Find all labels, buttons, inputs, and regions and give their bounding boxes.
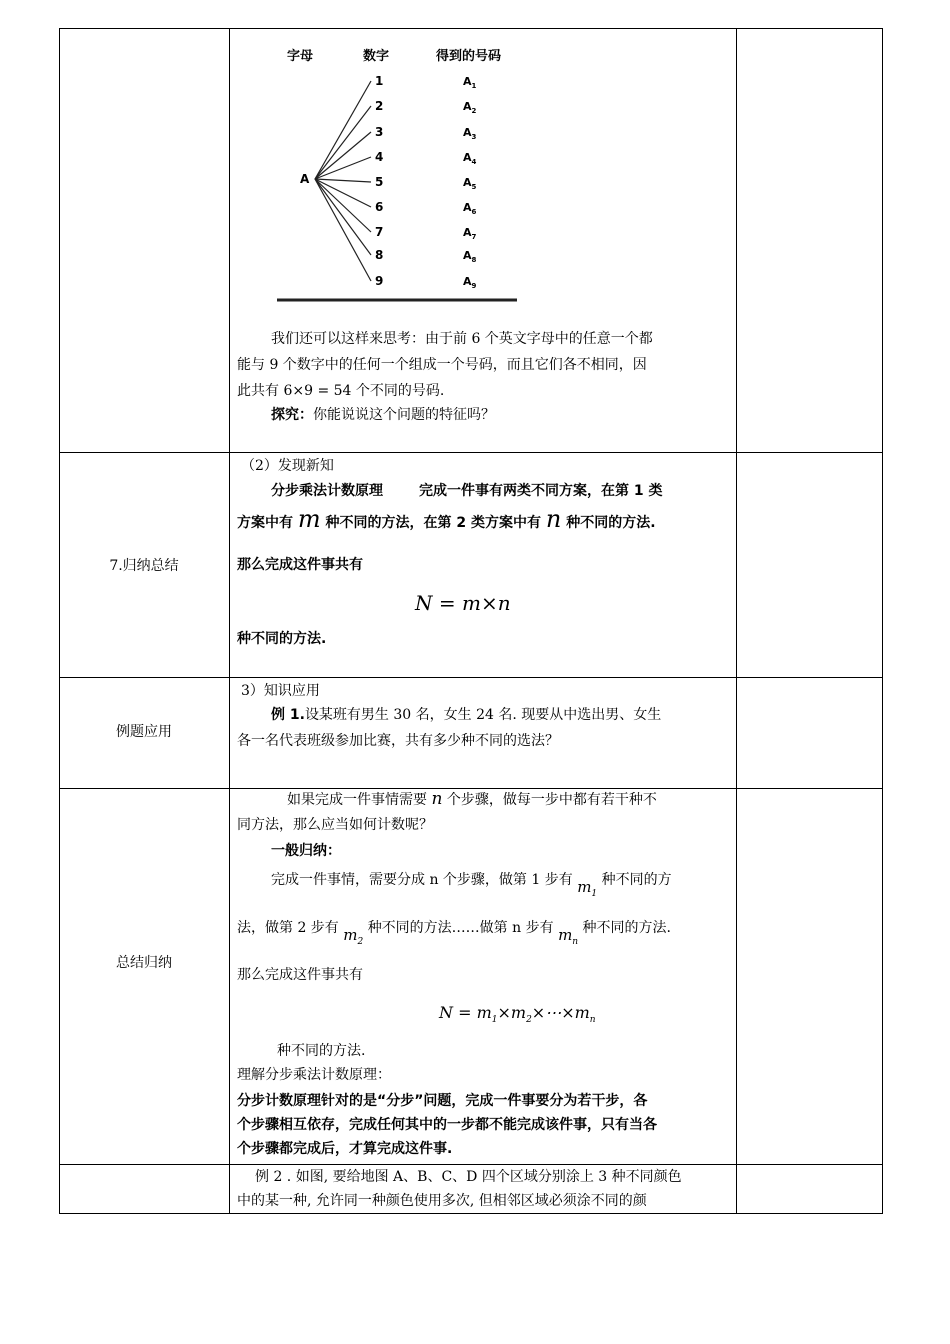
var-n: n — [545, 505, 562, 533]
lesson-table — [59, 28, 883, 1214]
tree-branch — [315, 81, 371, 179]
general-text: 法，做第 2 步有 — [237, 920, 339, 936]
code-label: $A_4$ — [463, 151, 477, 166]
principle-text: 种不同的方法. — [566, 515, 656, 531]
digit-label: 9 — [375, 274, 384, 288]
var-n: n — [431, 789, 443, 809]
digit-label: 2 — [375, 99, 384, 113]
code-label: $A_7$ — [463, 226, 477, 241]
bold-line: 分步计数原理针对的是“分步”问题，完成一件事要分为若干步，各 — [237, 1093, 648, 1109]
tree-branch — [315, 132, 371, 179]
table-border-right — [882, 28, 883, 1214]
principle-title: 分步乘法计数原理 — [271, 483, 383, 499]
principle-text: 完成一件事有两类不同方案，在第 1 类 — [419, 483, 663, 499]
row-divider — [59, 677, 883, 678]
code-label: $A_2$ — [463, 100, 477, 115]
tree-branch — [315, 179, 371, 255]
tree-branch — [315, 179, 371, 182]
digit-label: 7 — [375, 225, 384, 239]
code-label: $A_6$ — [463, 201, 477, 216]
question-text: 个步骤，做每一步中都有若干种不 — [446, 792, 657, 808]
code-label: $A_3$ — [463, 126, 477, 141]
example-label: 例 1. — [271, 707, 305, 723]
paragraph-line: 此共有 6×9 = 54 个不同的号码. — [237, 383, 445, 399]
question-text: 如果完成一件事情需要 — [287, 792, 427, 808]
general-text: 种不同的方 — [601, 872, 672, 888]
digit-label: 8 — [375, 248, 384, 262]
explore-label: 探究： — [271, 407, 313, 423]
digit-label: 5 — [375, 175, 384, 189]
explore-text: 你能说说这个问题的特征吗？ — [313, 407, 495, 423]
example2-line: 中的某一种, 允许同一种颜色使用多次, 但相邻区域必须涂不同的颜 — [237, 1193, 647, 1209]
principle-line: 种不同的方法. — [237, 631, 327, 647]
digit-label: 1 — [375, 74, 384, 88]
paragraph-line: 我们还可以这样来思考：由于前 6 个英文字母中的任意一个都 — [271, 331, 653, 347]
header-digit: 数字 — [363, 49, 390, 64]
var-mn: $m_n$ — [558, 926, 579, 947]
code-label: $A_9$ — [463, 275, 477, 290]
principle-line — [271, 478, 663, 504]
bold-line: 个步骤都完成后，才算完成这件事. — [237, 1141, 453, 1157]
example-line — [271, 702, 661, 728]
general-line: 种不同的方法. — [277, 1043, 366, 1059]
question-line — [287, 786, 657, 813]
tree-root: A — [300, 172, 310, 186]
digit-label: 3 — [375, 125, 384, 139]
code-label: $A_1$ — [463, 75, 477, 90]
general-line — [237, 914, 671, 947]
header-letter: 字母 — [287, 49, 314, 64]
general-text: 完成一件事情，需要分成 n 个步骤，做第 1 步有 — [271, 872, 573, 888]
general-text: 种不同的方法. — [582, 920, 671, 936]
principle-text: 种不同的方法，在第 2 类方案中有 — [325, 515, 542, 531]
tree-branch — [315, 179, 371, 207]
var-m: m — [297, 505, 321, 533]
var-m1: $m_1$ — [577, 878, 598, 899]
tree-branches — [315, 74, 477, 290]
digit-label: 6 — [375, 200, 384, 214]
row-label: 7.归纳总结 — [109, 558, 179, 574]
question-line: 同方法，那么应当如何计数呢？ — [237, 817, 433, 833]
general-label: 一般归纳： — [271, 843, 341, 859]
general-formula: $N = m_1\times m_2\times\cdots\times m_n$ — [439, 1003, 596, 1026]
tree-diagram — [271, 42, 531, 304]
digit-label: 4 — [375, 150, 384, 164]
example-text: 设某班有男生 30 名，女生 24 名. 现要从中选出男、女生 — [304, 707, 662, 723]
table-border-left — [59, 28, 60, 1214]
principle-line: 那么完成这件事共有 — [237, 557, 363, 573]
section-heading: 3）知识应用 — [241, 683, 320, 699]
paragraph-line: 能与 9 个数字中的任何一个组成一个号码，而且它们各不相同，因 — [237, 357, 647, 373]
column-divider — [736, 28, 737, 1214]
row-label: 例题应用 — [116, 724, 172, 740]
row-divider — [59, 452, 883, 453]
example-line: 各一名代表班级参加比赛，共有多少种不同的选法？ — [237, 733, 559, 749]
understand-line: 理解分步乘法计数原理： — [237, 1067, 391, 1083]
var-m2: $m_2$ — [343, 926, 364, 947]
code-label: $A_8$ — [463, 249, 477, 264]
principle-text: 方案中有 — [237, 515, 293, 531]
column-divider — [229, 28, 230, 1214]
formula: N = m×n — [415, 591, 511, 615]
header-code: 得到的号码 — [436, 49, 502, 64]
general-line: 那么完成这件事共有 — [237, 967, 363, 983]
explore-line — [271, 402, 495, 428]
table-border-top — [59, 28, 883, 29]
general-text: 种不同的方法……做第 n 步有 — [367, 920, 554, 936]
tree-branch — [315, 179, 371, 232]
tree-branch — [315, 179, 371, 281]
principle-line — [237, 506, 656, 536]
code-label: $A_5$ — [463, 176, 477, 191]
row-label: 总结归纳 — [116, 955, 172, 971]
general-line — [271, 866, 672, 899]
bold-line: 个步骤相互依存，完成任何其中的一步都不能完成该件事，只有当各 — [237, 1117, 657, 1133]
example2-line: 例 2 . 如图, 要给地图 A、B、C、D 四个区域分别涂上 3 种不同颜色 — [255, 1169, 682, 1185]
section-heading: （2）发现新知 — [241, 458, 334, 474]
